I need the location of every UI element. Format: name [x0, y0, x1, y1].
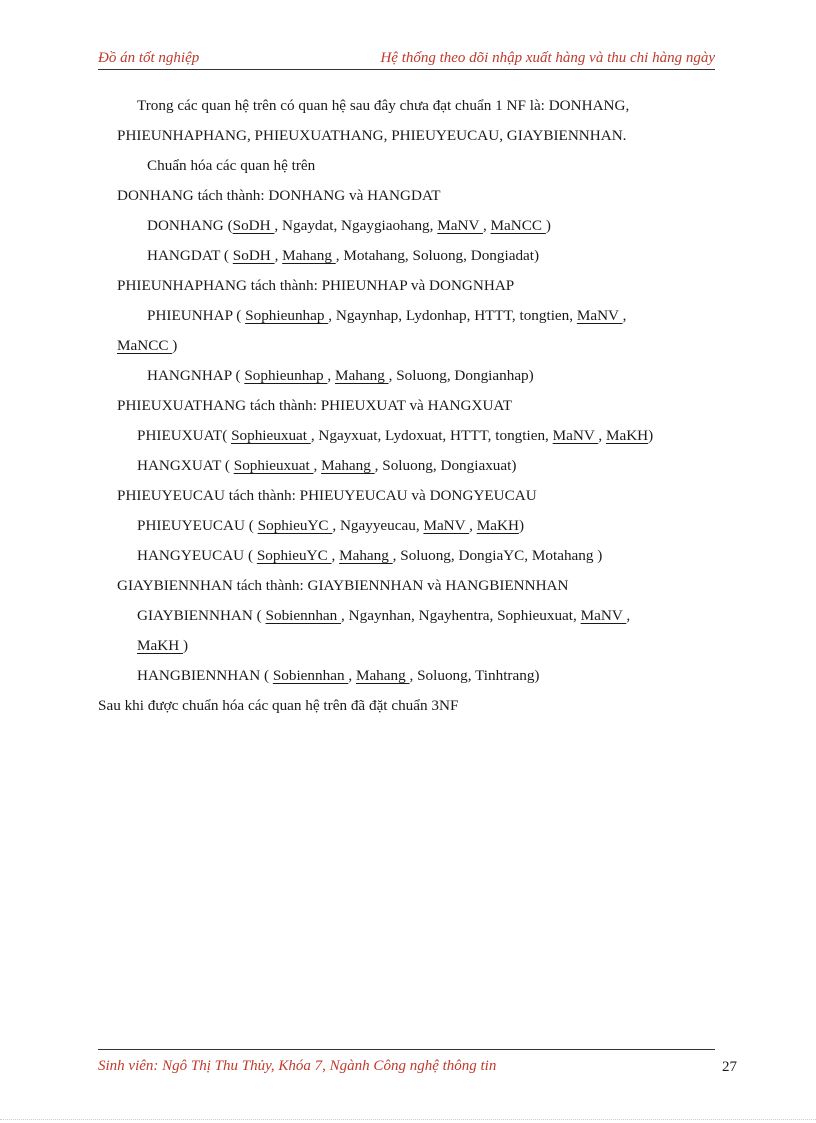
- text-line: [137, 516, 524, 536]
- text-segment: PHIEUXUAT(: [137, 427, 232, 444]
- key-attribute: Sobiennhan: [265, 607, 342, 624]
- text-segment: GIAYBIENNHAN (: [137, 607, 266, 624]
- key-attribute: Sobiennhan: [272, 667, 349, 684]
- text-line: [98, 696, 458, 716]
- text-segment: PHIEUNHAPHANG, PHIEUXUATHANG, PHIEUYEUCAU, GIAYBIENNHAN.: [117, 127, 627, 144]
- key-attribute: SophieuYC: [256, 547, 332, 564]
- text-line: [147, 366, 534, 386]
- text-line: [147, 156, 315, 176]
- text-segment: PHIEUYEUCAU tách thành: PHIEUYEUCAU và DONGYEUCAU: [117, 487, 537, 504]
- key-attribute: Mahang: [282, 247, 336, 264]
- text-segment: , Ngayxuat, Lydoxuat, HTTT, tongtien,: [310, 427, 553, 444]
- text-segment: , Ngaynhan, Ngayhentra, Sophieuxuat,: [341, 607, 581, 624]
- footer-divider: [98, 1049, 715, 1050]
- text-line: [117, 396, 512, 416]
- text-line: [137, 606, 630, 626]
- text-line: [117, 126, 626, 146]
- text-line: [147, 306, 626, 326]
- page-edge: [0, 1119, 816, 1120]
- key-attribute: MaKH: [476, 517, 519, 534]
- text-segment: , Soluong, Tinhtrang): [409, 667, 540, 684]
- text-segment: HANGYEUCAU (: [137, 547, 257, 564]
- text-segment: ): [182, 637, 189, 654]
- page-header: [98, 50, 715, 70]
- key-attribute: MaNV: [423, 517, 470, 534]
- text-segment: DONHANG (: [147, 217, 233, 234]
- text-line: [147, 216, 551, 236]
- text-line: [137, 456, 516, 476]
- key-attribute: Mahang: [335, 367, 389, 384]
- key-attribute: MaNV: [580, 607, 627, 624]
- text-segment: , Soluong, DongiaYC, Motahang ): [392, 547, 603, 564]
- text-segment: ,: [622, 307, 627, 324]
- text-segment: PHIEUYEUCAU (: [137, 517, 258, 534]
- text-line: [117, 336, 177, 356]
- key-attribute: Mahang: [321, 457, 375, 474]
- text-segment: PHIEUNHAP (: [147, 307, 246, 324]
- key-attribute: MaNV: [437, 217, 483, 234]
- text-segment: ,: [313, 457, 322, 474]
- key-attribute: MaNV: [552, 427, 599, 444]
- text-segment: , Ngayyeucau,: [332, 517, 424, 534]
- text-segment: ,: [274, 247, 283, 264]
- text-segment: ,: [348, 667, 356, 684]
- key-attribute: MaKH: [605, 427, 649, 444]
- header-title-right: Hệ thống theo dõi nhập xuất hàng và thu chi hàng ngày: [380, 50, 715, 66]
- key-attribute: SoDH: [232, 217, 275, 234]
- text-segment: ): [545, 217, 551, 234]
- text-segment: ): [648, 427, 654, 444]
- text-segment: , Ngaynhap, Lydonhap, HTTT, tongtien,: [328, 307, 577, 324]
- text-line: [117, 576, 569, 596]
- text-segment: ,: [626, 607, 631, 624]
- key-attribute: MaNV: [576, 307, 623, 324]
- footer-student-info: Sinh viên: Ngô Thị Thu Thủy, Khóa 7, Ngành Công nghệ thông tin: [98, 1058, 497, 1074]
- text-segment: Trong các quan hệ trên có quan hệ sau đây chưa đạt chuẩn 1 NF là: DONHANG,: [137, 97, 630, 114]
- text-segment: ,: [598, 427, 606, 444]
- key-attribute: MaNCC: [490, 217, 546, 234]
- key-attribute: MaNCC: [117, 337, 173, 354]
- text-line: [137, 426, 653, 446]
- text-segment: PHIEUNHAPHANG tách thành: PHIEUNHAP và DONGNHAP: [117, 277, 515, 294]
- text-line: [117, 486, 537, 506]
- page-number: 27: [722, 1059, 737, 1075]
- key-attribute: Sophieunhap: [244, 367, 328, 384]
- key-attribute: Sophieuxuat: [233, 457, 314, 474]
- text-segment: , Soluong, Dongiaxuat): [374, 457, 517, 474]
- text-segment: HANGBIENNHAN (: [137, 667, 273, 684]
- text-segment: ,: [327, 367, 336, 384]
- text-segment: , Soluong, Dongianhap): [388, 367, 534, 384]
- text-line: [147, 246, 539, 266]
- key-attribute: Sophieunhap: [245, 307, 329, 324]
- text-line: [137, 636, 188, 656]
- key-attribute: Sophieuxuat: [231, 427, 311, 444]
- key-attribute: Mahang: [339, 547, 393, 564]
- key-attribute: MaKH: [137, 637, 183, 654]
- text-segment: ,: [482, 217, 491, 234]
- text-segment: HANGDAT (: [147, 247, 233, 264]
- text-segment: GIAYBIENNHAN tách thành: GIAYBIENNHAN và HANGBIENNHAN: [117, 577, 569, 594]
- text-segment: ,: [469, 517, 477, 534]
- key-attribute: SoDH: [232, 247, 275, 264]
- key-attribute: Mahang: [355, 667, 410, 684]
- text-segment: Chuẩn hóa các quan hệ trên: [147, 157, 316, 174]
- header-title-left: Đồ án tốt nghiệp: [98, 50, 200, 66]
- text-segment: Sau khi được chuẩn hóa các quan hệ trên đã đặt chuẩn 3NF: [98, 697, 459, 714]
- text-segment: PHIEUXUATHANG tách thành: PHIEUXUAT và HANGXUAT: [117, 397, 512, 414]
- text-line: [117, 186, 441, 206]
- key-attribute: SophieuYC: [257, 517, 333, 534]
- text-line: [137, 546, 602, 566]
- text-line: [137, 96, 629, 116]
- text-segment: ): [172, 337, 178, 354]
- text-segment: HANGNHAP (: [147, 367, 245, 384]
- text-segment: , Motahang, Soluong, Dongiadat): [335, 247, 540, 264]
- text-segment: , Ngaydat, Ngaygiaohang,: [274, 217, 438, 234]
- text-segment: ,: [331, 547, 340, 564]
- text-segment: HANGXUAT (: [137, 457, 234, 474]
- text-line: [137, 666, 539, 686]
- text-segment: DONHANG tách thành: DONHANG và HANGDAT: [117, 187, 441, 204]
- text-line: [117, 276, 514, 296]
- text-segment: ): [518, 517, 524, 534]
